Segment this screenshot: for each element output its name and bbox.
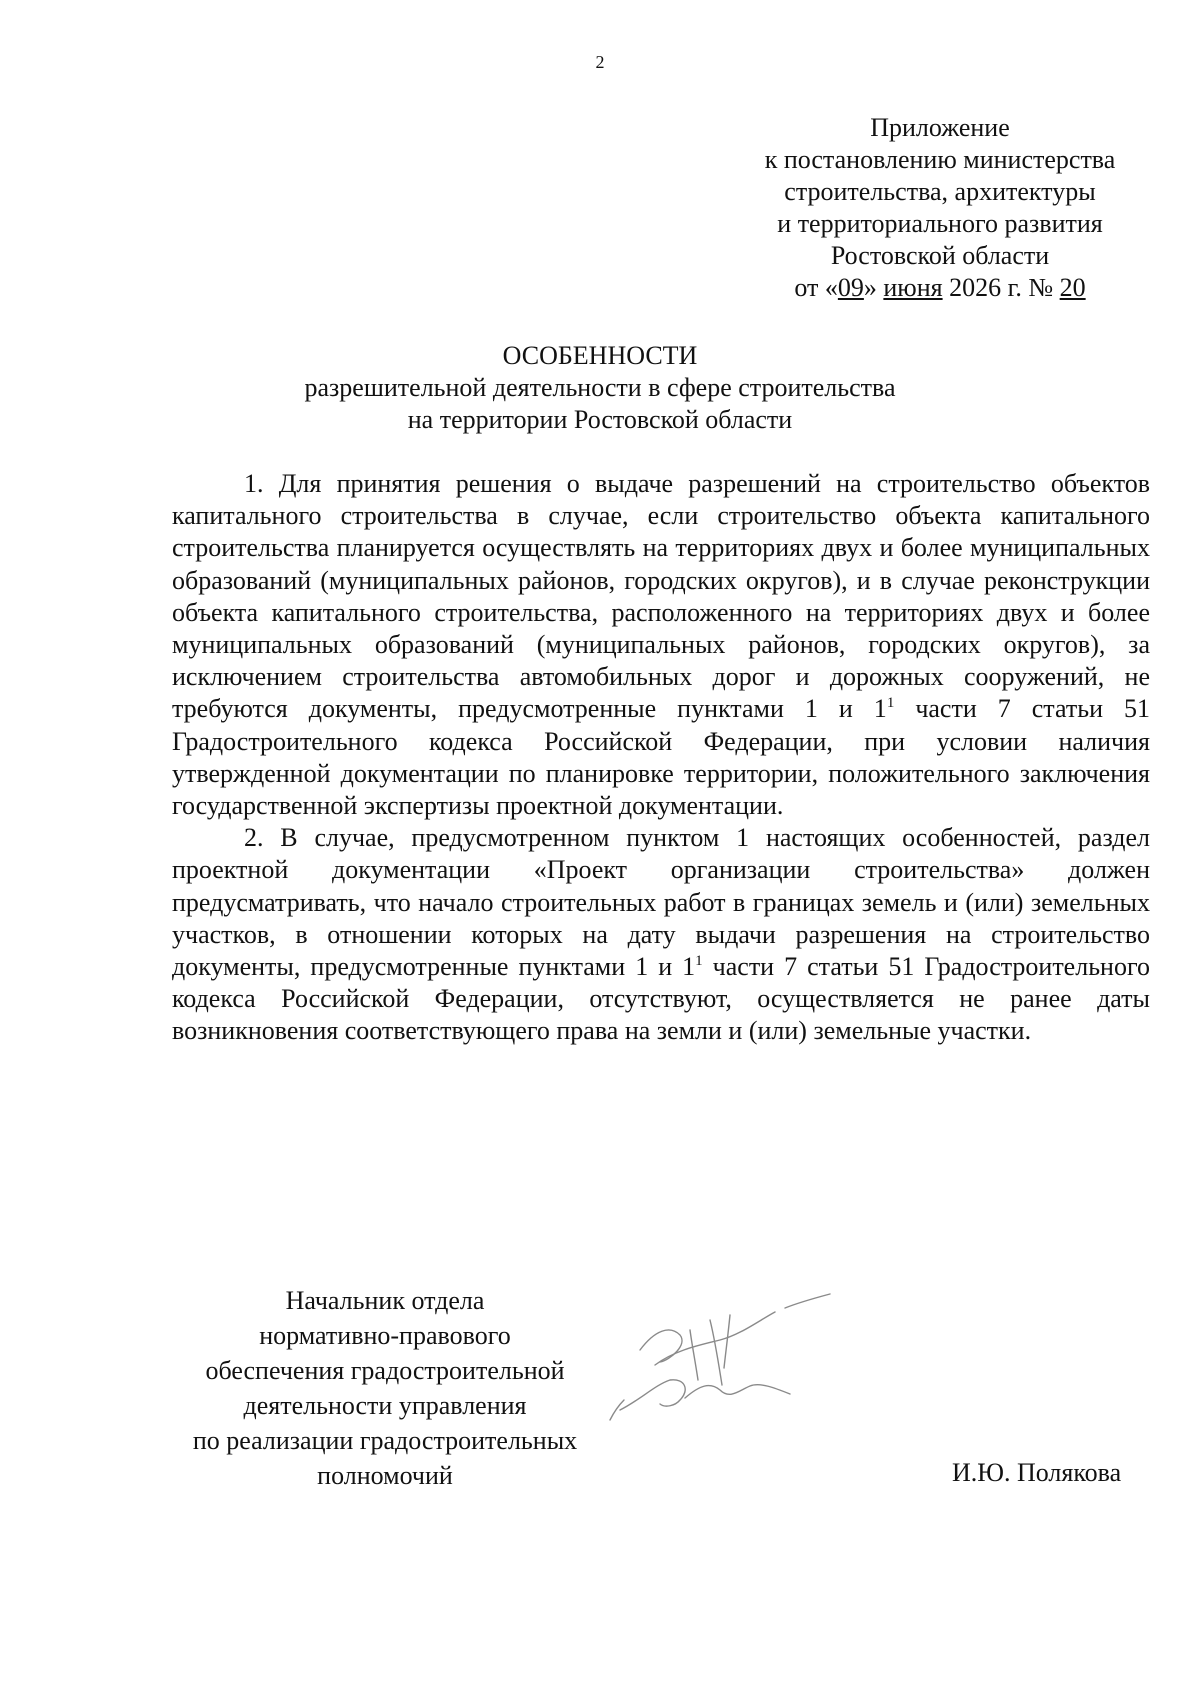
document-number: 20	[1059, 273, 1086, 302]
date-month: июня	[883, 273, 943, 302]
document-body	[172, 468, 1150, 1048]
signatory-name: И.Ю. Полякова	[952, 1458, 1122, 1487]
superscript: 1	[886, 695, 895, 712]
title-line: разрешительной деятельности в сфере строительства	[304, 373, 896, 402]
appendix-line: Ростовской области	[830, 241, 1050, 270]
appendix-line: и территориального развития	[777, 209, 1103, 238]
position-line: деятельности управления	[243, 1391, 527, 1420]
date-year: 2026 г. №	[949, 273, 1054, 302]
position-line: нормативно-правового	[259, 1321, 511, 1350]
appendix-line: к постановлению министерства	[764, 145, 1116, 174]
position-line: обеспечения градостроительной	[205, 1356, 565, 1385]
paragraph-text: части 7 статьи 51 Градостроительного кодекса Российской Федерации, при условии наличия утвержденной документации по планировке территории, положительного заключения государственной экспертизы проектной документации.	[172, 694, 1150, 821]
paragraph-1	[172, 468, 1150, 822]
position-line: по реализации градостроительных	[192, 1426, 578, 1455]
title-line: на территории Ростовской области	[407, 405, 793, 434]
date-day: 09	[837, 273, 864, 302]
signatory-position	[160, 1283, 610, 1493]
paragraph-text: 2. В случае, предусмотренном пунктом 1 настоящих особенностей, раздел проектной документации «Проект организации строительства» должен предусматривать, что начало строительных работ в границах земель и (или) земельных участков, в отношении которых на дату выдачи разрешения на строительство документы, предусмотренные пунктами 1 и 1	[172, 823, 1150, 982]
appendix-header	[720, 112, 1160, 304]
date-prefix: от «	[794, 273, 838, 302]
page-number: 2	[595, 52, 605, 72]
appendix-line: Приложение	[870, 113, 1010, 142]
position-line: полномочий	[317, 1461, 453, 1490]
superscript: 1	[695, 953, 703, 970]
document-title	[0, 340, 1200, 436]
position-line: Начальник отдела	[285, 1286, 485, 1315]
title-heading: ОСОБЕННОСТИ	[502, 341, 698, 370]
paragraph-text: части 7 статьи 51 Градостроительного кодекса Российской Федерации, отсутствуют, осуществляется не ранее даты возникновения соответствующего права на земли и (или) земельные участки.	[172, 952, 1150, 1046]
handwritten-signature	[600, 1290, 880, 1430]
paragraph-2	[172, 822, 1150, 1047]
appendix-date-line	[720, 272, 1160, 304]
date-day-close: »	[863, 273, 877, 302]
appendix-line: строительства, архитектуры	[784, 177, 1096, 206]
paragraph-text: 1. Для принятия решения о выдаче разрешений на строительство объектов капитального строительства в случае, если строительство объекта капитального строительства планируется осуществлять на территориях двух и более муниципальных образований (муниципальных районов, городских округов), и в случае реконструкции объекта капитального строительства, расположенного на территориях двух и более муниципальных образований (муниципальных районов, городских округов), за исключением строительства автомобильных дорог и дорожных сооружений, не требуются документы, предусмотренные пунктами 1 и 1	[172, 469, 1150, 724]
